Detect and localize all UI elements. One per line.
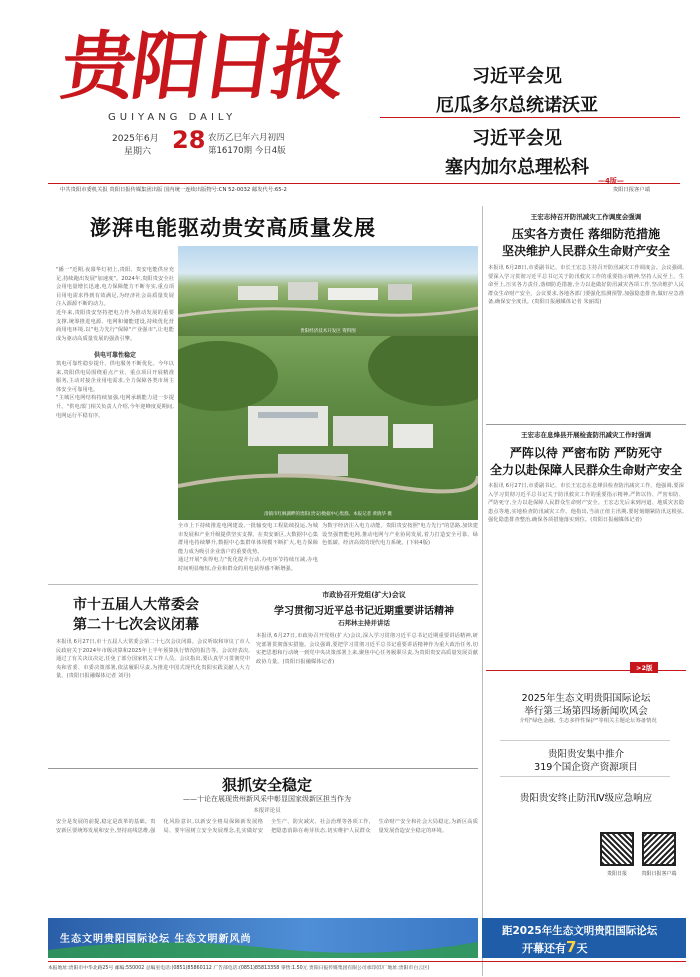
lead-photo-aerial-art <box>178 246 478 336</box>
bottom-banner-left[interactable] <box>48 918 478 958</box>
masthead-pinyin: GUIYANG DAILY <box>108 112 237 123</box>
side1-kicker: 王宏志持召开防汛减灾工作调度会强调 <box>530 213 642 221</box>
top-story-divider <box>380 117 680 118</box>
top-story-1-line2: 厄瓜多尔总统诺沃亚 <box>436 95 598 116</box>
lead-photo-datacenter-art <box>178 336 478 520</box>
lead-body-col1: "播一"近期,夜幕华灯初上,贵阳、贵安电能供应充足,持续跑出发展"加速度"。2024年,贵阳贵安全社会用电量增长迅速,电力保障能力不断夯实,重点项目用电需求得到有效满足,为经济社会高质量发展注入源源不断的动力。 近年来,贵阳贵安坚持把电力作为推动发展的重要支撑,统筹推进电源、电网和储能建设,持续优化营商用电环境,以"电力先行"保障"产业强市",让电能成为驱动高质量发展的强劲引擎。 <box>56 267 174 342</box>
info-bar-left: 中共贵阳市委机关报 贵阳日报传媒集团出版 国内统一连续出版物号:CN 52-0032 邮发代号:65-2 <box>60 187 287 193</box>
top-story-1-line1: 习近平会见 <box>472 66 562 87</box>
lunar-date: 农历乙巳年六月初四 <box>208 133 285 143</box>
side2-headline1[interactable]: 严阵以待 严密布防 严防死守 <box>509 446 663 460</box>
party-kicker: 市政协召开党组(扩大)会议 <box>322 591 406 599</box>
banner-right-line1: 距2025年生态文明贵阳国际论坛 <box>502 925 658 937</box>
banner-right-line2 <box>522 938 587 956</box>
commentary-headline[interactable]: 狠抓安全稳定 <box>221 776 312 794</box>
npc-body: 本报讯 6月27日,市十五届人大常委会第二十七次会议闭幕。会议听取和审议了市人民政府关于2024年市级决算和2025年上半年预算执行情况的报告等。会议经表决,通过了有关决议决定,任免了部分国家机关工作人员。会议指出,要认真学习贯彻党中央和省委、市委决策部署,依法履职尽责,为推进中国式现代化贵阳实践贡献人大力量。(贵阳日报融媒体记者 刘丹) <box>56 639 250 680</box>
right-col-rule <box>482 206 483 976</box>
qr-block <box>600 832 680 892</box>
top-story-1[interactable] <box>392 62 642 117</box>
lead-body-col3: 为数字经济注入电力动能。贵阳贵安按照"电力先行"的思路,加快建设坚强智能电网,推动电网与产业协同发展,着力打造安全可靠、绿色低碳、经济高效的现代电力系统。(下转4版) <box>322 523 478 547</box>
banner-right-prefix: 开幕还有 <box>522 942 566 955</box>
qr-code-1[interactable] <box>600 832 634 866</box>
lead-photo2-caption: 清镇市红枫湖畔的贵阳(贵安)数据中心集群。本报记者 黄晓华 摄 <box>264 512 392 517</box>
bottom-banner-right[interactable] <box>482 918 686 958</box>
mid-rule <box>48 584 478 585</box>
right-item-divider-1 <box>500 740 670 741</box>
right-item-divider-2 <box>500 776 670 777</box>
right-item3-head[interactable]: 贵阳贵安终止防汛Ⅳ级应急响应 <box>519 793 653 804</box>
commentary-top-rule <box>48 768 478 769</box>
info-bar <box>48 183 680 193</box>
top-stories-page-ref: —4版— <box>598 177 624 185</box>
lead-body-col1b: 筑电可靠性稳步提升、供电服务不断优化。今年以来,贵阳供电局围绕重点产业、重点项目开展精准服务,主动对接企业用电需求,全力保障各类市场主体安全可靠用电。 "主城区电网结构持续加强,电网承载能力进一步提升。"供电部门相关负责人介绍,今年迎峰度夏期间,电网运行平稳有序。 <box>56 361 174 419</box>
lead-body-col2: 全市上下持续推进电网建设,一批输变电工程陆续投运,为城市发展和产业升级提供坚实支撑。在贵安新区,大数据中心集群用电持续攀升,数据中心集群单体规模不断扩大,电力保障能力成为吸引企业落户的重要优势。 通过开展"获得电力"优化提升行动,办电环节持续压减,办电时间明显缩短,企业和群众的用电获得感不断增强。 <box>178 523 318 572</box>
banner-right-days: 7 <box>566 938 577 956</box>
qr-label-2: 贵阳日报客户端 <box>641 871 677 877</box>
side2-headline2[interactable]: 全力以赴保障人民群众生命财产安全 <box>489 463 682 477</box>
issue-number: 第16170期 今日4版 <box>208 146 286 156</box>
side1-body: 本报讯 6月28日,市委副书记、市长王宏志主持召开防汛减灾工作调度会。会议强调,要深入学习贯彻习近平总书记关于防汛救灾工作的重要指示精神,坚持人民至上、生命至上,压实各方责任,落细防范措施,全力以赴做好防汛减灾各项工作,坚决维护人民群众生命财产安全。会议要求,各地各部门要强化监测预警,加强隐患排查,做好应急准备,确保安全度汛。(贵阳日报融媒体记者 朱丽霞) <box>488 265 684 306</box>
top-stories-page-number: 4 <box>605 177 610 185</box>
side1-headline1[interactable]: 压实各方责任 落细防范措施 <box>511 227 661 241</box>
npc-headline2[interactable]: 第二十七次会议闭幕 <box>73 617 199 633</box>
side2-kicker: 王宏志在息烽县开展检查防汛减灾工作时强调 <box>521 431 651 439</box>
date-block <box>112 128 332 168</box>
top-story-2-line1: 习近平会见 <box>472 128 562 149</box>
party-headline[interactable]: 学习贯彻习近平总书记近期重要讲话精神 <box>274 606 454 617</box>
right-item1-sub: 介绍"绿色金融、生态多样性保护"等相关主题论坛筹备情况 <box>519 718 657 724</box>
side1-headline2[interactable]: 坚决维护人民群众生命财产安全 <box>501 244 670 258</box>
side2-body: 本报讯 6月27日,市委副书记、市长王宏志在息烽县检查防汛减灾工作。他强调,要深入学习贯彻习近平总书记关于防汛救灾工作的重要指示精神,严阵以待、严密布防、严防死守,全力以赴保障人民群众生命财产安全。王宏志先后来到河道、地质灾害隐患点等地,实地检查防汛减灾工作。他指出,当前正值主汛期,要时刻绷紧防汛这根弦,强化隐患排查整治,确保各项措施落实到位。(贵阳日报融媒体记者) <box>488 483 684 524</box>
lead-headline[interactable]: 澎湃电能驱动贵安高质量发展 <box>90 215 376 240</box>
lead-photo1-caption: 贵阳经济技术开发区 资料图 <box>300 329 356 334</box>
lead-photo-aerial <box>178 246 478 336</box>
side2-top-rule <box>486 424 686 425</box>
commentary-body: 安全是发展的前提,稳定是改革的基础。贵安新区要统筹发展和安全,坚持底线思维,强化风险意识,以新安全格局保障新发展格局。要牢固树立安全发展理念,扎实做好安全生产、防灾减灾、社会治理等各项工作,把隐患消除在萌芽状态,切实维护人民群众生命财产安全和社会大局稳定,为新区高质量发展营造安全稳定的环境。 <box>56 819 478 834</box>
weekday-text: 星期六 <box>124 147 152 157</box>
top-story-2[interactable] <box>392 124 642 179</box>
top-story-2-line2: 塞内加尔总理松科 <box>445 157 589 178</box>
npc-headline1[interactable]: 市十五届人大常委会 <box>73 597 199 613</box>
party-body: 本报讯 6月27日,市政协召开党组(扩大)会议,深入学习贯彻习近平总书记近期重要讲话精神,研究部署贯彻落实措施。会议强调,要把学习贯彻习近平总书记重要讲话精神作为重大政治任务,切实把思想和行动统一到党中央决策部署上来,聚焦中心任务履职尽责,为贵阳贵安高质量发展贡献政协力量。(贵阳日报融媒体记者) <box>256 633 478 665</box>
day-number: 28 <box>172 126 206 154</box>
page-tag: >2版 <box>630 662 658 673</box>
info-bar-right: 贵阳日报客户端 <box>612 187 650 193</box>
footer-rule <box>48 961 686 962</box>
right-item2-head2[interactable]: 319个国企资产资源项目 <box>534 762 638 773</box>
right-item1-head[interactable]: 2025年生态文明贵阳国际论坛 <box>521 693 651 704</box>
qr-label-1: 贵阳日报 <box>606 871 627 877</box>
footer-text: 本报地址:贵阳市中华北路25号 邮编:550002 总编室电话:(0851)85860112 广告部电话:(0851)85813358 零售:1.50元 贵阳日报传媒集团有限公司承印(印厂地址:贵阳市白云区) <box>48 966 430 971</box>
right-item1-head2[interactable]: 举行第三场第四场新闻吹风会 <box>524 706 648 717</box>
date-text: 2025年6月 <box>112 134 159 144</box>
lead-subhead: 供电可靠性稳定 <box>93 352 136 359</box>
masthead-title: 贵阳日报 <box>55 24 349 110</box>
lead-photo-datacenter <box>178 336 478 520</box>
commentary-byline: 本报评论员 <box>253 808 281 814</box>
banner-right-unit: 天 <box>576 942 588 955</box>
commentary-subhead: ——十论在展现贵州新风采中彰显国家级新区担当作为 <box>183 795 351 803</box>
party-byline: 石邦林主持并讲话 <box>338 619 390 627</box>
masthead <box>0 0 700 185</box>
qr-code-2[interactable] <box>642 832 676 866</box>
banner-left-text: 生态文明贵阳国际论坛 生态文明新风尚 <box>60 934 252 945</box>
right-item2-head[interactable]: 贵阳贵安集中推介 <box>547 749 624 760</box>
